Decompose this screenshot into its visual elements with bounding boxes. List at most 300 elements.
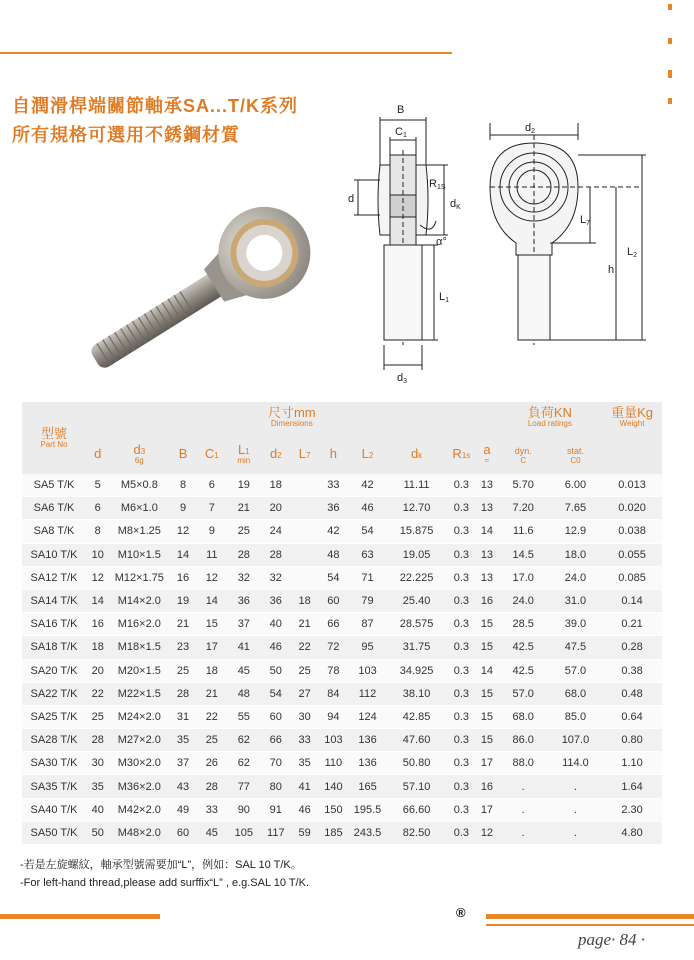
table-cell: 0.3: [446, 543, 476, 566]
table-cell: 24.0: [549, 566, 602, 589]
col-h: h: [329, 445, 337, 461]
table-cell: 25: [291, 659, 319, 682]
table-row: [22, 474, 662, 497]
table-cell: 50: [261, 659, 291, 682]
table-cell: 0.3: [446, 520, 476, 543]
col-d3: d3 6g: [133, 441, 146, 465]
table-cell: 11.6: [498, 520, 549, 543]
table-cell: M8×1.25: [109, 520, 169, 543]
table-cell: 19: [169, 589, 197, 612]
label-C1: C: [395, 126, 403, 138]
table-cell: 4.80: [602, 821, 662, 844]
table-cell: M12×1.75: [109, 566, 169, 589]
table-cell: [291, 566, 319, 589]
table-cell: SA22 T/K: [22, 682, 86, 705]
col-d2: d2: [269, 445, 282, 461]
col-group-dimensions: 尺寸mm Dimensions: [267, 404, 316, 428]
table-cell: 36: [261, 589, 291, 612]
col-a: a ≈: [483, 441, 491, 465]
table-cell: 82.50: [387, 821, 447, 844]
table-cell: 25: [86, 705, 109, 728]
table-cell: 0.3: [446, 589, 476, 612]
table-cell: 8: [86, 520, 109, 543]
footer-accent-thin-right: [486, 924, 694, 926]
col-stat: stat. C0: [566, 445, 584, 465]
table-cell: M22×1.5: [109, 682, 169, 705]
table-cell: M20×1.5: [109, 659, 169, 682]
table-cell: 165: [348, 775, 386, 798]
table-cell: 47.60: [387, 729, 447, 752]
table-cell: 28: [197, 775, 227, 798]
table-cell: 95: [348, 636, 386, 659]
table-cell: 14.5: [498, 543, 549, 566]
table-cell: 21: [197, 682, 227, 705]
table-cell: 6.00: [549, 474, 602, 497]
table-cell: 47.5: [549, 636, 602, 659]
table-cell: 15: [476, 729, 497, 752]
side-view: [354, 117, 448, 370]
table-cell: 31: [169, 705, 197, 728]
table-cell: 40: [86, 798, 109, 821]
label-dk: d: [450, 198, 457, 210]
table-cell: 117: [261, 821, 291, 844]
table-cell: 66: [261, 729, 291, 752]
table-cell: 124: [348, 705, 386, 728]
table-cell: SA10 T/K: [22, 543, 86, 566]
table-cell: SA35 T/K: [22, 775, 86, 798]
table-cell: 79: [348, 589, 386, 612]
table-cell: 18: [86, 636, 109, 659]
footer-accent-bar-left: [0, 914, 160, 919]
table-cell: 33: [291, 729, 319, 752]
table-cell: 0.3: [446, 729, 476, 752]
table-cell: 28.5: [498, 613, 549, 636]
table-cell: 45: [227, 659, 261, 682]
table-cell: 0.48: [602, 682, 662, 705]
table-cell: 42: [318, 520, 348, 543]
table-cell: 0.020: [602, 497, 662, 520]
table-cell: 0.3: [446, 752, 476, 775]
table-cell: 18.0: [549, 543, 602, 566]
page-subtitle: 所有規格可選用不銹鋼材質: [12, 125, 240, 145]
table-cell: 12: [476, 821, 497, 844]
table-cell: 103: [348, 659, 386, 682]
table-cell: 15: [476, 636, 497, 659]
svg-text:d2: d2: [525, 122, 536, 135]
table-cell: 13: [476, 497, 497, 520]
table-cell: 103: [318, 729, 348, 752]
table-cell: 14: [86, 589, 109, 612]
table-cell: 18: [197, 659, 227, 682]
table-cell: M16×2.0: [109, 613, 169, 636]
table-cell: 14: [169, 543, 197, 566]
label-d2: d: [525, 122, 532, 134]
col-R1s: R1s: [452, 445, 471, 461]
table-cell: 42: [348, 474, 386, 497]
table-cell: 7: [197, 497, 227, 520]
note-chinese: -若是左旋螺紋，軸承型號需要加“L”，例如：SAL 10 T/K。: [20, 859, 302, 871]
table-cell: 112: [348, 682, 386, 705]
table-cell: 36: [318, 497, 348, 520]
table-cell: 66: [318, 613, 348, 636]
table-cell: 54: [318, 566, 348, 589]
col-C1: C1: [204, 445, 219, 461]
table-cell: 0.013: [602, 474, 662, 497]
col-d: d: [94, 445, 102, 461]
registered-mark: ®: [456, 905, 466, 920]
table-cell: 15: [476, 705, 497, 728]
table-cell: 22.225: [387, 566, 447, 589]
table-cell: 15: [476, 613, 497, 636]
table-cell: 94: [318, 705, 348, 728]
table-cell: 15: [197, 613, 227, 636]
table-row: [22, 682, 662, 705]
table-cell: 0.3: [446, 798, 476, 821]
table-cell: 84: [318, 682, 348, 705]
table-cell: 72: [318, 636, 348, 659]
table-cell: 31.0: [549, 589, 602, 612]
table-cell: 114.0: [549, 752, 602, 775]
table-cell: 20: [261, 497, 291, 520]
table-cell: SA20 T/K: [22, 659, 86, 682]
table-cell: SA16 T/K: [22, 613, 86, 636]
table-cell: 2.30: [602, 798, 662, 821]
table-cell: 140: [318, 775, 348, 798]
table-cell: 107.0: [549, 729, 602, 752]
col-model: 型號 Part No: [40, 425, 68, 449]
table-cell: 0.3: [446, 636, 476, 659]
table-cell: SA6 T/K: [22, 497, 86, 520]
table-cell: 35: [86, 775, 109, 798]
svg-text:dK: dK: [450, 198, 461, 211]
table-cell: 12.70: [387, 497, 447, 520]
table-cell: 45: [197, 821, 227, 844]
svg-text:C1: C1: [395, 126, 407, 139]
table-cell: 46: [348, 497, 386, 520]
table-cell: .: [549, 775, 602, 798]
table-row: [22, 705, 662, 728]
table-cell: 59: [291, 821, 319, 844]
table-cell: 13: [476, 566, 497, 589]
table-cell: 21: [169, 613, 197, 636]
table-cell: 0.3: [446, 659, 476, 682]
table-cell: 195.5: [348, 798, 386, 821]
table-cell: 24: [261, 520, 291, 543]
table-cell: 16: [86, 613, 109, 636]
table-row: [22, 613, 662, 636]
table-cell: M24×2.0: [109, 705, 169, 728]
table-cell: 28: [227, 543, 261, 566]
table-cell: .: [549, 798, 602, 821]
table-cell: 42.5: [498, 636, 549, 659]
table-cell: 50.80: [387, 752, 447, 775]
table-cell: 0.38: [602, 659, 662, 682]
table-cell: 0.055: [602, 543, 662, 566]
table-cell: 36: [227, 589, 261, 612]
table-cell: 35: [169, 729, 197, 752]
table-cell: [291, 474, 319, 497]
table-cell: [291, 520, 319, 543]
table-cell: 14: [476, 659, 497, 682]
table-cell: 54: [348, 520, 386, 543]
table-cell: 78: [318, 659, 348, 682]
table-column-header: [22, 432, 662, 474]
table-cell: 1.10: [602, 752, 662, 775]
table-cell: 7.65: [549, 497, 602, 520]
table-cell: 13: [476, 474, 497, 497]
table-cell: 22: [86, 682, 109, 705]
table-cell: 32: [261, 566, 291, 589]
table-cell: 21: [227, 497, 261, 520]
table-cell: 16: [169, 566, 197, 589]
table-cell: 1.64: [602, 775, 662, 798]
rod-end-bearing-photo: [85, 190, 325, 370]
table-cell: 37: [227, 613, 261, 636]
table-cell: 33: [197, 798, 227, 821]
table-cell: 22: [197, 705, 227, 728]
table-cell: 0.3: [446, 613, 476, 636]
table-cell: M14×2.0: [109, 589, 169, 612]
table-cell: SA30 T/K: [22, 752, 86, 775]
label-R1s: R: [429, 178, 437, 190]
table-cell: 16: [476, 775, 497, 798]
table-cell: 12: [169, 520, 197, 543]
table-cell: 0.3: [446, 566, 476, 589]
table-row: [22, 589, 662, 612]
table-cell: 0.3: [446, 497, 476, 520]
table-cell: 11.11: [387, 474, 447, 497]
table-cell: SA28 T/K: [22, 729, 86, 752]
note-english: -For left-hand thread,please add surffix“L” , e.g.SAL 10 T/K.: [20, 877, 310, 889]
table-cell: 80: [261, 775, 291, 798]
table-cell: 0.28: [602, 636, 662, 659]
table-cell: M30×2.0: [109, 752, 169, 775]
table-cell: 0.64: [602, 705, 662, 728]
table-cell: 18: [261, 474, 291, 497]
table-cell: 57.10: [387, 775, 447, 798]
table-cell: 62: [227, 729, 261, 752]
label-L2: L: [627, 246, 634, 258]
col-group-load: 負荷KN Load ratings: [527, 404, 572, 428]
label-L7: L: [580, 214, 587, 226]
table-cell: 41: [227, 636, 261, 659]
table-cell: SA18 T/K: [22, 636, 86, 659]
table-cell: 25.40: [387, 589, 447, 612]
table-cell: 63: [348, 543, 386, 566]
table-cell: 110: [318, 752, 348, 775]
table-cell: 28.575: [387, 613, 447, 636]
table-cell: 11: [197, 543, 227, 566]
table-cell: 16: [476, 589, 497, 612]
table-cell: 77: [227, 775, 261, 798]
table-cell: 86.0: [498, 729, 549, 752]
table-cell: 243.5: [348, 821, 386, 844]
table-cell: 0.3: [446, 821, 476, 844]
table-cell: 87: [348, 613, 386, 636]
table-cell: 91: [261, 798, 291, 821]
table-cell: [291, 543, 319, 566]
table-cell: 54: [261, 682, 291, 705]
table-cell: 9: [197, 520, 227, 543]
table-cell: 20: [86, 659, 109, 682]
top-accent-rule: [0, 52, 452, 54]
table-cell: 70: [261, 752, 291, 775]
table-cell: .: [498, 775, 549, 798]
table-cell: 10: [86, 543, 109, 566]
table-row: [22, 775, 662, 798]
col-weight: [602, 432, 662, 474]
table-cell: 49: [169, 798, 197, 821]
table-row: [22, 636, 662, 659]
table-row: [22, 729, 662, 752]
table-cell: 28: [169, 682, 197, 705]
table-cell: 28: [86, 729, 109, 752]
table-cell: .: [549, 821, 602, 844]
col-L1: L1 min: [237, 441, 251, 465]
table-group-header: [22, 402, 662, 432]
table-cell: 50: [86, 821, 109, 844]
col-L2: L2: [361, 445, 374, 461]
table-row: [22, 497, 662, 520]
table-row: [22, 520, 662, 543]
table-cell: SA8 T/K: [22, 520, 86, 543]
table-cell: [291, 497, 319, 520]
svg-text:d3: d3: [397, 372, 408, 385]
table-cell: 14: [197, 589, 227, 612]
table-cell: 5: [86, 474, 109, 497]
table-cell: SA5 T/K: [22, 474, 86, 497]
table-cell: 46: [291, 798, 319, 821]
table-cell: 136: [348, 752, 386, 775]
table-cell: 18: [291, 589, 319, 612]
table-cell: SA25 T/K: [22, 705, 86, 728]
table-cell: M5×0.8: [109, 474, 169, 497]
table-cell: 39.0: [549, 613, 602, 636]
table-cell: 19: [227, 474, 261, 497]
table-cell: 26: [197, 752, 227, 775]
table-cell: M48×2.0: [109, 821, 169, 844]
table-cell: 23: [169, 636, 197, 659]
table-cell: 40: [261, 613, 291, 636]
table-cell: 105: [227, 821, 261, 844]
table-cell: 0.3: [446, 705, 476, 728]
footer-accent-bar-right: [486, 914, 694, 919]
table-cell: SA12 T/K: [22, 566, 86, 589]
svg-text:L2: L2: [627, 246, 638, 259]
table-cell: 0.21: [602, 613, 662, 636]
table-cell: 48: [318, 543, 348, 566]
svg-text:L1: L1: [439, 291, 450, 304]
table-cell: 21: [291, 613, 319, 636]
label-B: B: [397, 104, 405, 116]
label-d: d: [348, 193, 355, 205]
table-cell: 28: [261, 543, 291, 566]
table-cell: 34.925: [387, 659, 447, 682]
table-cell: 12.9: [549, 520, 602, 543]
table-cell: SA40 T/K: [22, 798, 86, 821]
dimension-drawing: [340, 95, 670, 385]
table-cell: 5.70: [498, 474, 549, 497]
col-L7: L7: [298, 445, 311, 461]
table-row: [22, 566, 662, 589]
table-cell: 19.05: [387, 543, 447, 566]
table-cell: 22: [291, 636, 319, 659]
table-cell: M27×2.0: [109, 729, 169, 752]
table-cell: 12: [197, 566, 227, 589]
table-cell: 46: [261, 636, 291, 659]
label-h: h: [608, 264, 615, 276]
table-cell: 15.875: [387, 520, 447, 543]
table-body: [22, 474, 662, 845]
table-cell: M36×2.0: [109, 775, 169, 798]
table-row: [22, 543, 662, 566]
table-cell: 43: [169, 775, 197, 798]
table-cell: 66.60: [387, 798, 447, 821]
table-cell: 48: [227, 682, 261, 705]
table-cell: 14: [476, 520, 497, 543]
table-cell: SA14 T/K: [22, 589, 86, 612]
table-cell: 6: [197, 474, 227, 497]
table-cell: 17: [476, 798, 497, 821]
table-cell: 90: [227, 798, 261, 821]
table-cell: 32: [227, 566, 261, 589]
col-B: B: [178, 445, 188, 461]
table-cell: 136: [348, 729, 386, 752]
table-cell: 17: [197, 636, 227, 659]
table-cell: M10×1.5: [109, 543, 169, 566]
table-cell: .: [498, 798, 549, 821]
table-cell: 185: [318, 821, 348, 844]
table-cell: 7.20: [498, 497, 549, 520]
table-cell: 31.75: [387, 636, 447, 659]
table-cell: 60: [318, 589, 348, 612]
col-group-weight: 重量Kg Weight: [611, 404, 654, 428]
table-cell: 0.3: [446, 775, 476, 798]
table-cell: 30: [86, 752, 109, 775]
table-cell: 12: [86, 566, 109, 589]
table-cell: 0.14: [602, 589, 662, 612]
table-cell: 0.038: [602, 520, 662, 543]
svg-text:L7: L7: [580, 214, 591, 227]
table-cell: 17: [476, 752, 497, 775]
table-cell: 15: [476, 682, 497, 705]
table-cell: 60: [169, 821, 197, 844]
table-row: [22, 659, 662, 682]
table-cell: 38.10: [387, 682, 447, 705]
table-cell: 13: [476, 543, 497, 566]
table-cell: 41: [291, 775, 319, 798]
table-cell: 68.0: [549, 682, 602, 705]
page-title: 自潤滑桿端關節軸承SA...T/K系列: [12, 96, 299, 116]
table-cell: .: [498, 821, 549, 844]
table-row: [22, 798, 662, 821]
table-cell: 25: [169, 659, 197, 682]
table-cell: 42.5: [498, 659, 549, 682]
col-dk: dk: [410, 445, 423, 461]
table-cell: 0.085: [602, 566, 662, 589]
table-cell: 35: [291, 752, 319, 775]
col-dyn: dyn. C: [514, 445, 532, 465]
table-row: [22, 821, 662, 844]
table-cell: M42×2.0: [109, 798, 169, 821]
table-cell: 8: [169, 474, 197, 497]
table-cell: 25: [227, 520, 261, 543]
table-cell: 71: [348, 566, 386, 589]
front-view: [490, 123, 646, 345]
table-cell: 0.80: [602, 729, 662, 752]
table-cell: 0.3: [446, 474, 476, 497]
table-cell: 6: [86, 497, 109, 520]
